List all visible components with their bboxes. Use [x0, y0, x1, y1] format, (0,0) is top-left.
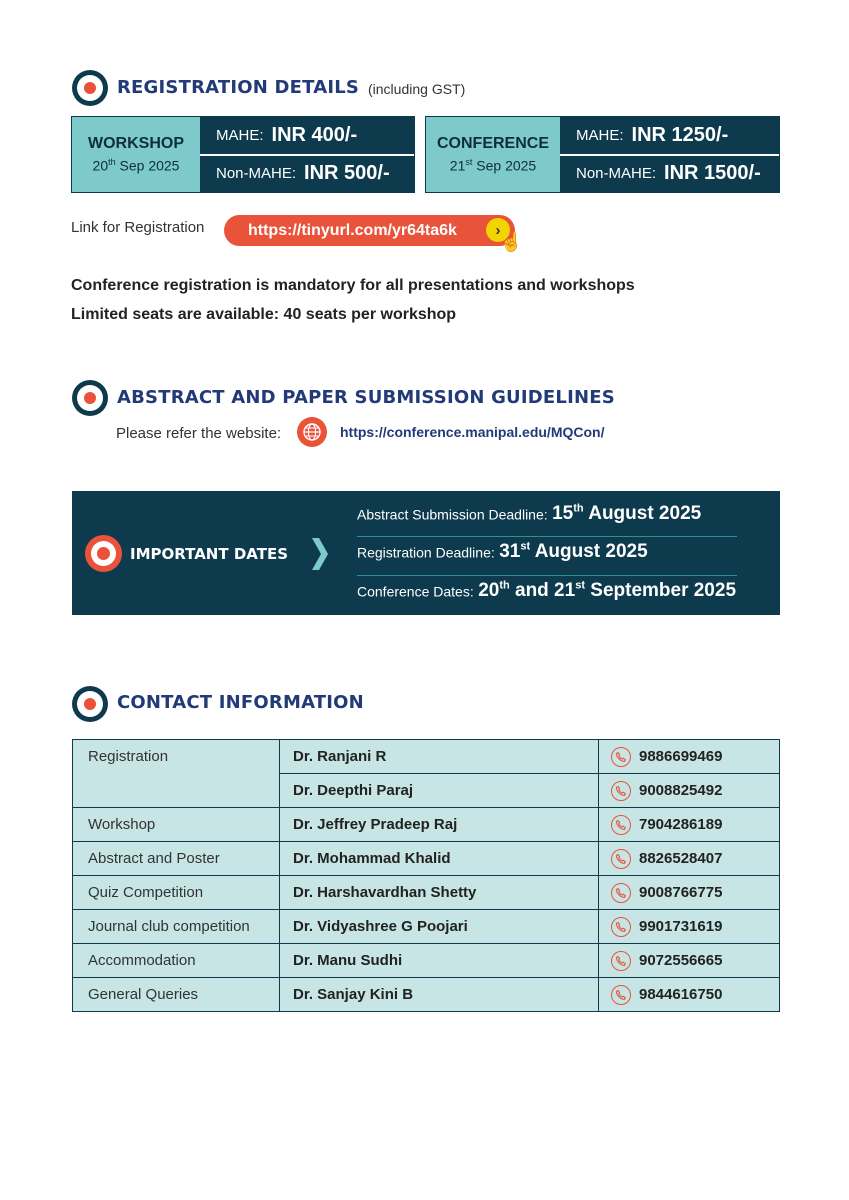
important-dates-panel — [72, 491, 780, 615]
conference-suffix-2: st — [575, 580, 585, 592]
workshop-label: WORKSHOP — [88, 135, 184, 153]
table-row — [73, 740, 780, 774]
conference-info — [426, 117, 560, 192]
conference-fees — [560, 117, 779, 192]
abstract-deadline-label: Abstract Submission Deadline: — [357, 506, 548, 523]
abstract-deadline-value — [552, 503, 701, 524]
phone-number: 9901731619 — [639, 917, 723, 935]
registration-rest: August 2025 — [534, 541, 648, 563]
important-dates-title: IMPORTANT DATES — [130, 545, 288, 563]
hand-pointer-icon: ☝ — [500, 232, 523, 252]
workshop-month-year: Sep 2025 — [119, 157, 180, 174]
conference-day: 21 — [449, 157, 466, 174]
target-icon — [72, 70, 108, 106]
contact-role: Workshop — [73, 808, 280, 842]
registration-link-label: Link for Registration — [71, 219, 205, 236]
target-icon — [72, 380, 108, 416]
submission-title: ABSTRACT AND PAPER SUBMISSION GUIDELINES — [117, 387, 615, 408]
table-row — [73, 842, 780, 876]
contact-role: Accommodation — [73, 944, 280, 978]
contact-name: Dr. Harshavardhan Shetty — [280, 876, 599, 910]
workshop-fee-box — [71, 116, 415, 193]
contact-role: General Queries — [73, 978, 280, 1012]
contact-name: Dr. Jeffrey Pradeep Raj — [280, 808, 599, 842]
table-row — [73, 808, 780, 842]
abstract-deadline — [357, 503, 701, 525]
conference-website-link[interactable]: https://conference.manipal.edu/MQCon/ — [340, 424, 605, 440]
conference-rest: September 2025 — [590, 580, 737, 602]
contact-phone[interactable] — [599, 944, 780, 978]
phone-icon — [611, 917, 631, 937]
phone-icon — [611, 951, 631, 971]
fee-label: Non-MAHE: — [576, 165, 657, 183]
contact-phone[interactable] — [599, 774, 780, 808]
registration-deadline — [357, 541, 648, 563]
phone-number: 9072556665 — [639, 951, 723, 969]
phone-number: 8826528407 — [639, 849, 723, 867]
conference-dates — [357, 580, 736, 602]
phone-icon — [611, 747, 631, 767]
table-row — [73, 978, 780, 1012]
contact-title: CONTACT INFORMATION — [117, 692, 364, 713]
conference-mahe-row — [560, 117, 779, 154]
phone-icon — [611, 883, 631, 903]
fee-value: INR 500/- — [304, 162, 390, 185]
conference-and: and 21 — [515, 580, 576, 602]
conference-day-1: 20 — [478, 580, 500, 602]
workshop-info — [72, 117, 200, 192]
phone-number: 9008766775 — [639, 883, 723, 901]
fee-label: Non-MAHE: — [216, 165, 297, 183]
divider — [357, 575, 737, 576]
workshop-non-mahe-row — [200, 154, 414, 193]
abstract-suffix: th — [573, 503, 584, 515]
contact-name: Dr. Deepthi Paraj — [280, 774, 599, 808]
contact-role: Quiz Competition — [73, 876, 280, 910]
conference-fee-box — [425, 116, 780, 193]
target-icon — [72, 686, 108, 722]
workshop-mahe-row — [200, 117, 414, 154]
phone-icon — [611, 985, 631, 1005]
registration-deadline-label: Registration Deadline: — [357, 544, 495, 561]
abstract-day: 15 — [552, 503, 574, 525]
phone-icon — [611, 849, 631, 869]
fee-value: INR 1250/- — [631, 123, 729, 146]
target-icon — [85, 535, 122, 572]
contact-name: Dr. Manu Sudhi — [280, 944, 599, 978]
conference-day-suffix: st — [465, 157, 473, 168]
registration-title: REGISTRATION DETAILS — [117, 77, 360, 98]
conference-suffix-1: th — [499, 580, 510, 592]
workshop-day-suffix: th — [108, 157, 116, 168]
registration-deadline-value — [499, 541, 647, 562]
mandatory-note: Conference registration is mandatory for all presentations and workshops — [71, 277, 635, 294]
contact-phone[interactable] — [599, 842, 780, 876]
phone-number: 9008825492 — [639, 781, 723, 799]
contact-phone[interactable] — [599, 910, 780, 944]
contact-name: Dr. Mohammad Khalid — [280, 842, 599, 876]
registration-link[interactable]: https://tinyurl.com/yr64ta6k — [224, 215, 515, 246]
contact-phone[interactable] — [599, 808, 780, 842]
chevron-right-icon[interactable]: › — [486, 218, 510, 242]
contact-phone[interactable] — [599, 978, 780, 1012]
divider — [357, 536, 737, 537]
table-row — [73, 944, 780, 978]
conference-dates-label: Conference Dates: — [357, 583, 474, 600]
fee-label: MAHE: — [576, 126, 624, 144]
contact-table — [72, 739, 780, 1012]
fee-value: INR 400/- — [271, 123, 358, 146]
contact-phone[interactable] — [599, 740, 780, 774]
conference-month-year: Sep 2025 — [476, 157, 537, 174]
conference-dates-value — [478, 580, 736, 601]
registration-day: 31 — [499, 541, 521, 563]
contact-name: Dr. Sanjay Kini B — [280, 978, 599, 1012]
conference-date — [450, 157, 536, 174]
seats-note: Limited seats are available: 40 seats per workshop — [71, 306, 457, 323]
chevron-right-icon — [312, 538, 328, 570]
table-row — [73, 910, 780, 944]
contact-name: Dr. Ranjani R — [280, 740, 599, 774]
gst-note: (including GST) — [368, 81, 466, 97]
conference-non-mahe-row — [560, 154, 779, 193]
abstract-rest: August 2025 — [588, 503, 702, 525]
registration-suffix: st — [520, 541, 531, 553]
phone-icon — [611, 815, 631, 835]
phone-number: 7904286189 — [639, 815, 723, 833]
globe-icon — [297, 417, 327, 447]
phone-number: 9844616750 — [639, 985, 723, 1003]
refer-text: Please refer the website: — [116, 425, 282, 442]
fee-label: MAHE: — [216, 126, 264, 144]
table-row — [73, 876, 780, 910]
workshop-date — [93, 157, 180, 174]
workshop-fees — [200, 117, 414, 192]
workshop-day: 20 — [92, 157, 109, 174]
contact-role: Abstract and Poster — [73, 842, 280, 876]
contact-phone[interactable] — [599, 876, 780, 910]
contact-name: Dr. Vidyashree G Poojari — [280, 910, 599, 944]
contact-role: Registration — [73, 740, 280, 808]
conference-label: CONFERENCE — [436, 135, 549, 153]
contact-role: Journal club competition — [73, 910, 280, 944]
phone-number: 9886699469 — [639, 747, 723, 765]
fee-value: INR 1500/- — [664, 162, 761, 185]
phone-icon — [611, 781, 631, 801]
